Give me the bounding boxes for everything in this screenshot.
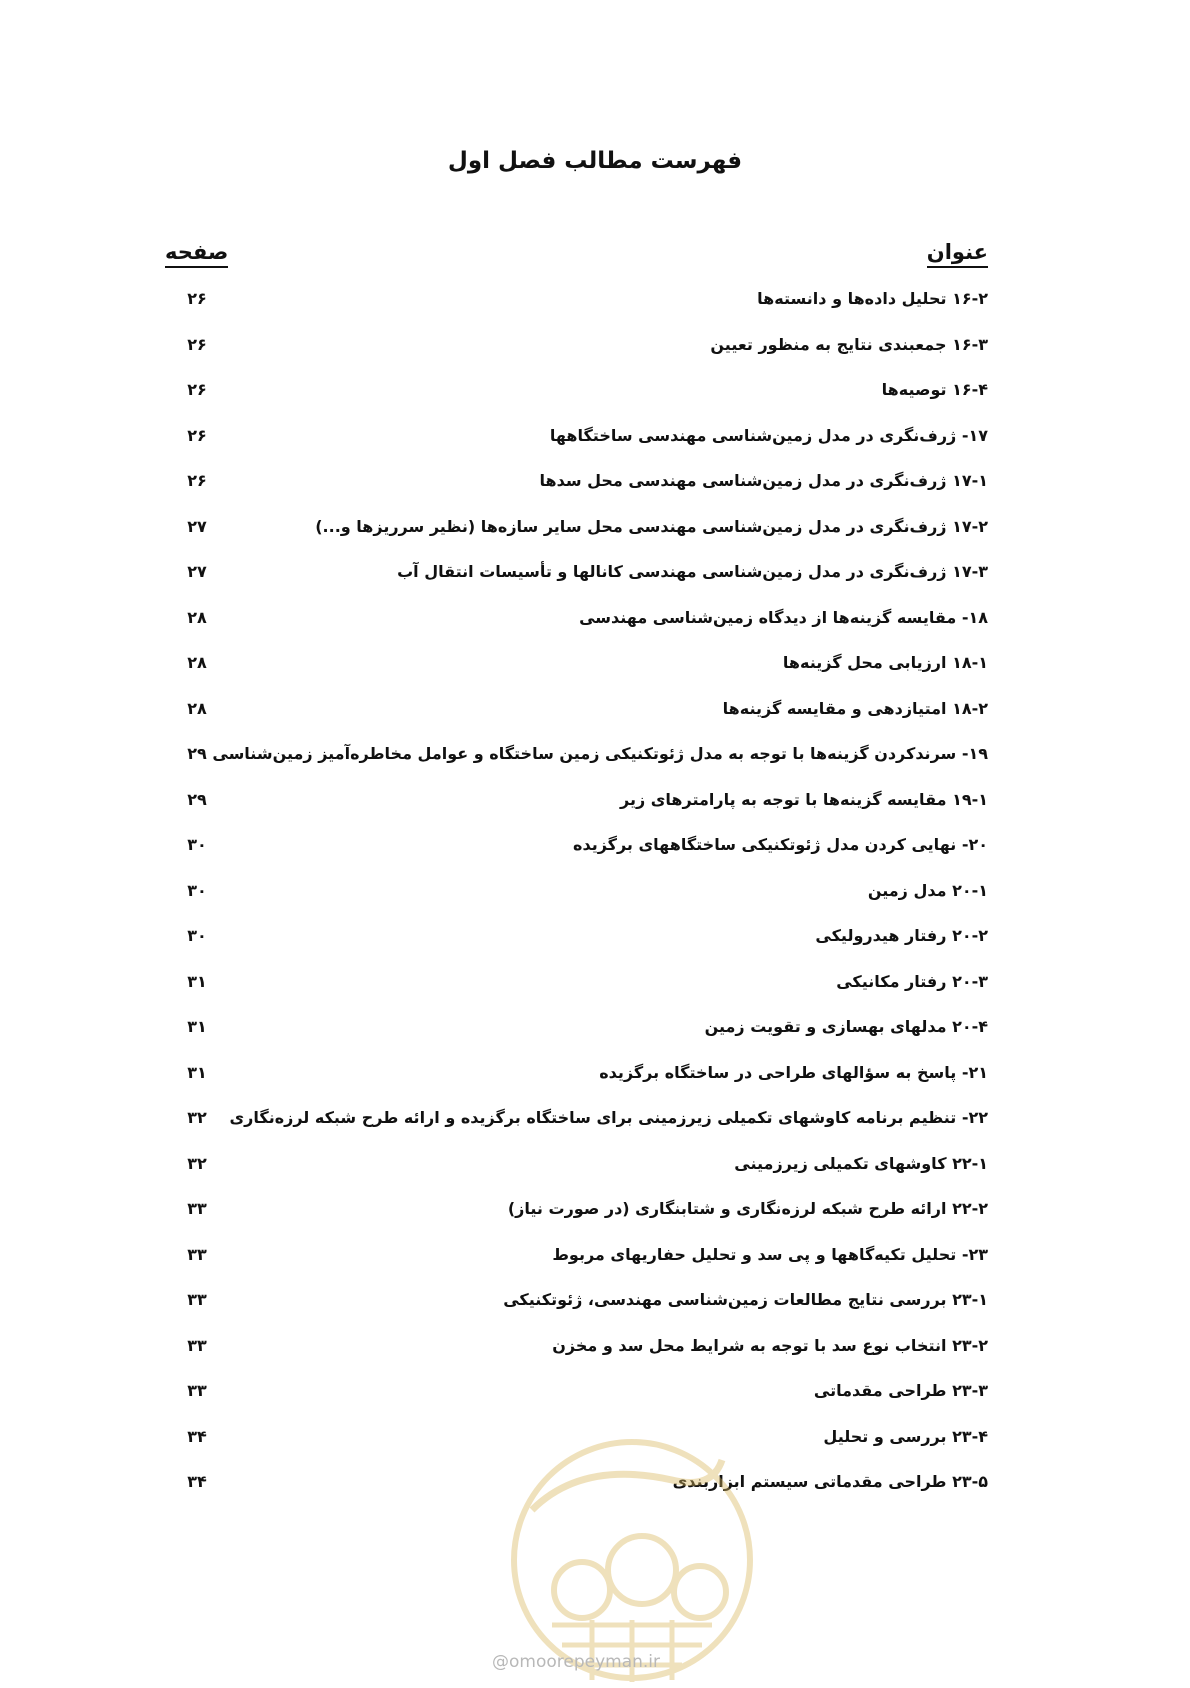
toc-entry-page: ۳۳ [187,1244,207,1264]
toc-entry [165,875,988,921]
toc-entry-title: ۲۲-۱ کاوشهای تکمیلی زیرزمینی [734,1153,988,1173]
toc-entry-title: ۲۰-۳ رفتار مکانیکی [836,971,988,991]
toc-entry [165,556,988,602]
toc-entry-title: ۱۶-۲ تحلیل داده‌ها و دانسته‌ها [757,289,988,308]
toc-entry-title: ۱۹- سرندکردن گزینه‌ها با توجه به مدل ژئوتکنیکی زمین ساختگاه و عوامل مخاطره‌آمیز زمین‌شناسی [212,744,988,763]
toc-entry-page: ۳۱ [187,1062,207,1082]
title-column-header: عنوان [927,240,988,268]
toc-entry-title: ۱۷-۱ ژرف‌نگری در مدل زمین‌شناسی مهندسی محل سدها [539,471,988,490]
toc-entry-page: ۲۷ [187,562,207,581]
toc-entry-title: ۲۰-۲ رفتار هیدرولیکی [815,926,988,945]
table-of-contents [165,283,988,1512]
toc-entry-title: ۲۰-۴ مدلهای بهسازی و تقویت زمین [704,1017,988,1036]
toc-entry-page: ۳۰ [187,835,207,854]
toc-entry-title: ۱۷-۲ ژرف‌نگری در مدل زمین‌شناسی مهندسی محل سایر سازه‌ها (نظیر سرریزها و...) [315,516,988,536]
toc-entry-title: ۱۶-۳ جمعبندی نتایج به منظور تعیین [710,334,988,354]
toc-entry-title: ۲۳- تحلیل تکیه‌گاهها و پی سد و تحلیل حفاریهای مربوط [552,1244,988,1264]
toc-entry [165,1057,988,1103]
toc-entry-title: ۱۷- ژرف‌نگری در مدل زمین‌شناسی مهندسی ساختگاهها [549,425,988,445]
toc-header [165,240,988,276]
toc-entry [165,1330,988,1376]
toc-entry-page: ۳۴ [187,1426,207,1446]
toc-entry-page: ۳۰ [187,926,207,945]
toc-entry-page: ۲۸ [187,653,207,672]
toc-entry-page: ۳۳ [187,1290,207,1309]
toc-entry [165,1148,988,1194]
toc-entry-page: ۲۶ [187,289,207,308]
toc-entry-page: ۳۱ [187,971,207,991]
toc-entry [165,420,988,466]
toc-entry-title: ۲۳-۳ طراحی مقدماتی [813,1381,988,1400]
watermark-logo [472,1420,792,1688]
toc-entry-title: ۲۲- تنظیم برنامه کاوشهای تکمیلی زیرزمینی برای ساختگاه برگزیده و ارائه طرح شبکه لرزه‌نگاری [229,1108,988,1127]
toc-entry [165,283,988,329]
toc-entry-page: ۳۴ [187,1472,207,1491]
toc-entry-page: ۳۳ [187,1381,207,1400]
toc-entry-title: ۱۸-۱ ارزیابی محل گزینه‌ها [782,653,988,672]
toc-entry-page: ۳۲ [187,1153,207,1173]
toc-entry [165,1375,988,1421]
toc-entry [165,1011,988,1057]
toc-entry-page: ۲۸ [187,698,207,718]
toc-entry [165,602,988,648]
toc-entry-page: ۳۳ [187,1335,207,1355]
toc-entry-title: ۲۳-۵ طراحی مقدماتی سیستم ابزاربندی [672,1472,988,1491]
watermark-text: @omoorepeyman.ir [492,1652,661,1672]
toc-entry-page: ۳۰ [187,880,207,900]
toc-entry-page: ۲۹ [187,744,207,763]
toc-entry [165,1239,988,1285]
toc-entry-title: ۱۸-۲ امتیازدهی و مقایسه گزینه‌ها [722,698,988,718]
toc-entry [165,374,988,420]
toc-entry [165,1284,988,1330]
toc-entry-page: ۲۷ [187,516,207,536]
toc-entry-title: ۲۳-۱ بررسی نتایج مطالعات زمین‌شناسی مهندسی، ژئوتکنیکی [503,1290,988,1309]
toc-entry [165,511,988,557]
toc-entry-title: ۱۷-۳ ژرف‌نگری در مدل زمین‌شناسی مهندسی کانالها و تأسیسات انتقال آب [397,562,988,581]
toc-entry [165,647,988,693]
toc-entry [165,1102,988,1148]
toc-entry-title: ۲۰-۱ مدل زمین [867,880,988,900]
toc-entry [165,1193,988,1239]
toc-entry [165,966,988,1012]
toc-entry [165,738,988,784]
toc-entry-page: ۳۱ [187,1017,207,1036]
toc-entry-title: ۲۰- نهایی کردن مدل ژئوتکنیکی ساختگاههای برگزیده [573,835,988,854]
page-title: فهرست مطالب فصل اول [447,148,743,174]
toc-entry-title: ۲۳-۴ بررسی و تحلیل [823,1426,988,1446]
toc-entry-page: ۳۳ [187,1199,207,1218]
toc-entry [165,784,988,830]
page-column-header: صفحه [165,240,228,268]
toc-entry-title: ۲۱- پاسخ به سؤالهای طراحی در ساختگاه برگزیده [599,1062,988,1082]
toc-entry-title: ۲۳-۲ انتخاب نوع سد با توجه به شرایط محل سد و مخزن [552,1335,988,1355]
toc-entry-page: ۲۹ [187,789,207,809]
toc-entry [165,693,988,739]
toc-entry-page: ۲۶ [187,334,207,354]
toc-entry [165,920,988,966]
toc-entry-title: ۱۹-۱ مقایسه گزینه‌ها با توجه به پارامترهای زیر [620,789,988,809]
toc-entry-page: ۲۶ [187,471,207,490]
toc-entry-page: ۲۶ [187,425,207,445]
toc-entry-title: ۱۸- مقایسه گزینه‌ها از دیدگاه زمین‌شناسی مهندسی [579,607,988,627]
toc-entry [165,465,988,511]
toc-entry-page: ۳۲ [187,1108,207,1127]
toc-entry [165,829,988,875]
toc-entry-page: ۲۸ [187,607,207,627]
toc-entry-page: ۲۶ [187,380,207,399]
toc-entry-title: ۱۶-۴ توصیه‌ها [881,380,988,399]
toc-entry-title: ۲۲-۲ ارائه طرح شبکه لرزه‌نگاری و شتابنگاری (در صورت نیاز) [507,1199,988,1218]
toc-entry [165,329,988,375]
